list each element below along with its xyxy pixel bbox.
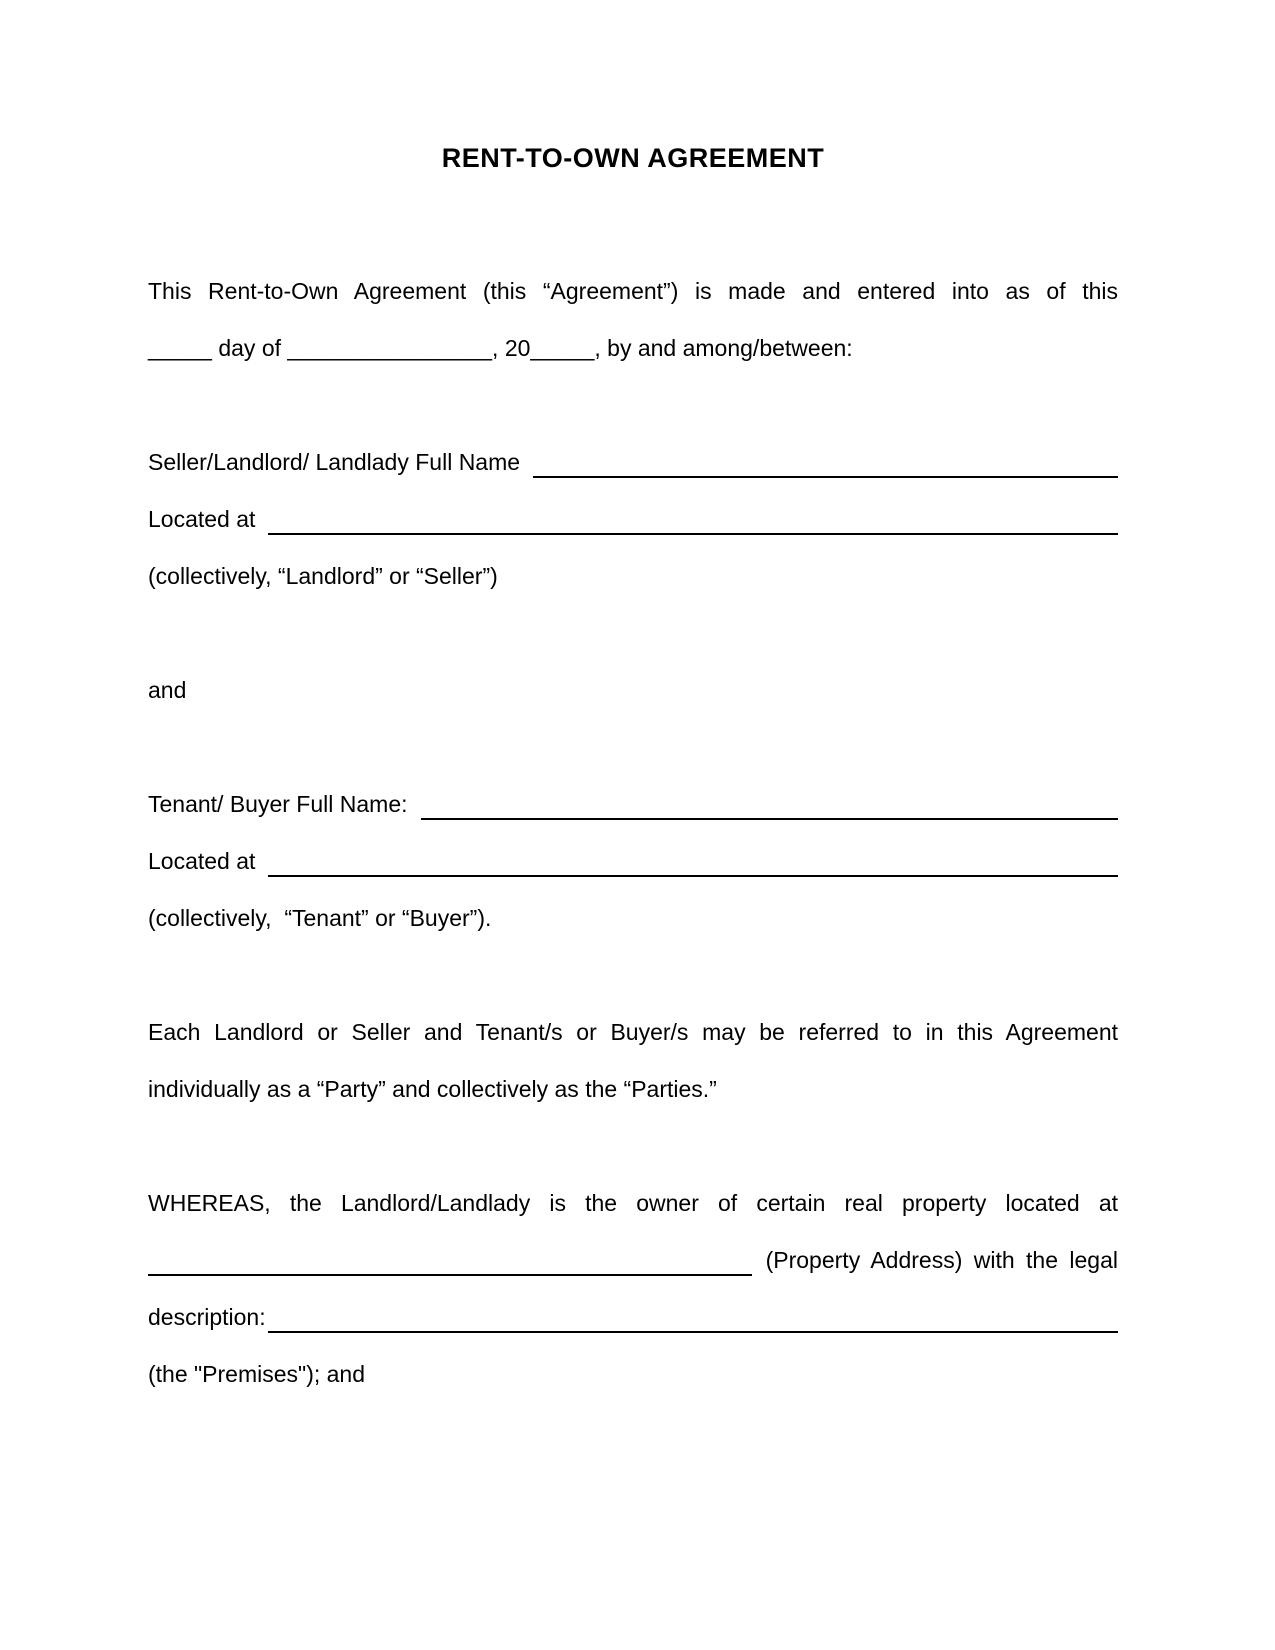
- legal-description-blank: [268, 1289, 1118, 1346]
- tenant-address-label: Located at: [148, 848, 256, 874]
- seller-address-row: [148, 491, 1118, 548]
- tenant-name-row: [148, 776, 1118, 833]
- intro-line-1: This Rent-to-Own Agreement (this “Agreement”) is made and entered into as of this: [148, 278, 1118, 304]
- legal-description-label: description:: [148, 1304, 266, 1330]
- seller-name-blank: [533, 434, 1118, 491]
- conjunction-and: and: [148, 677, 187, 703]
- tenant-name-label: Tenant/ Buyer Full Name:: [148, 791, 408, 817]
- whereas-clause-line-1: WHEREAS, the Landlord/Landlady is the owner of certain real property located at: [148, 1190, 1118, 1216]
- intro-line-2-date-blanks: _____ day of ________________, 20_____, by and among/between:: [148, 335, 853, 361]
- seller-address-label: Located at: [148, 506, 256, 532]
- parties-clause-line-1: Each Landlord or Seller and Tenant/s or Buyer/s may be referred to in this Agreement: [148, 1019, 1118, 1045]
- legal-description-row: [148, 1289, 1118, 1346]
- seller-collective-text: (collectively, “Landlord” or “Seller”): [148, 563, 498, 589]
- premises-clause-text: (the "Premises"); and: [148, 1361, 366, 1387]
- document-title: RENT-TO-OWN AGREEMENT: [441, 143, 825, 173]
- seller-name-row: [148, 434, 1118, 491]
- property-address-blank: [148, 1232, 752, 1289]
- seller-address-blank: [268, 491, 1118, 548]
- tenant-name-blank: [421, 776, 1118, 833]
- tenant-collective-text: (collectively, “Tenant” or “Buyer”).: [148, 905, 492, 931]
- property-address-suffix: (Property Address) with the legal: [765, 1247, 1118, 1273]
- parties-clause-line-2: individually as a “Party” and collectively as the “Parties.”: [148, 1076, 717, 1102]
- property-address-row: [148, 1232, 1118, 1289]
- seller-name-label: Seller/Landlord/ Landlady Full Name: [148, 449, 521, 475]
- tenant-address-row: [148, 833, 1118, 890]
- tenant-address-blank: [268, 833, 1118, 890]
